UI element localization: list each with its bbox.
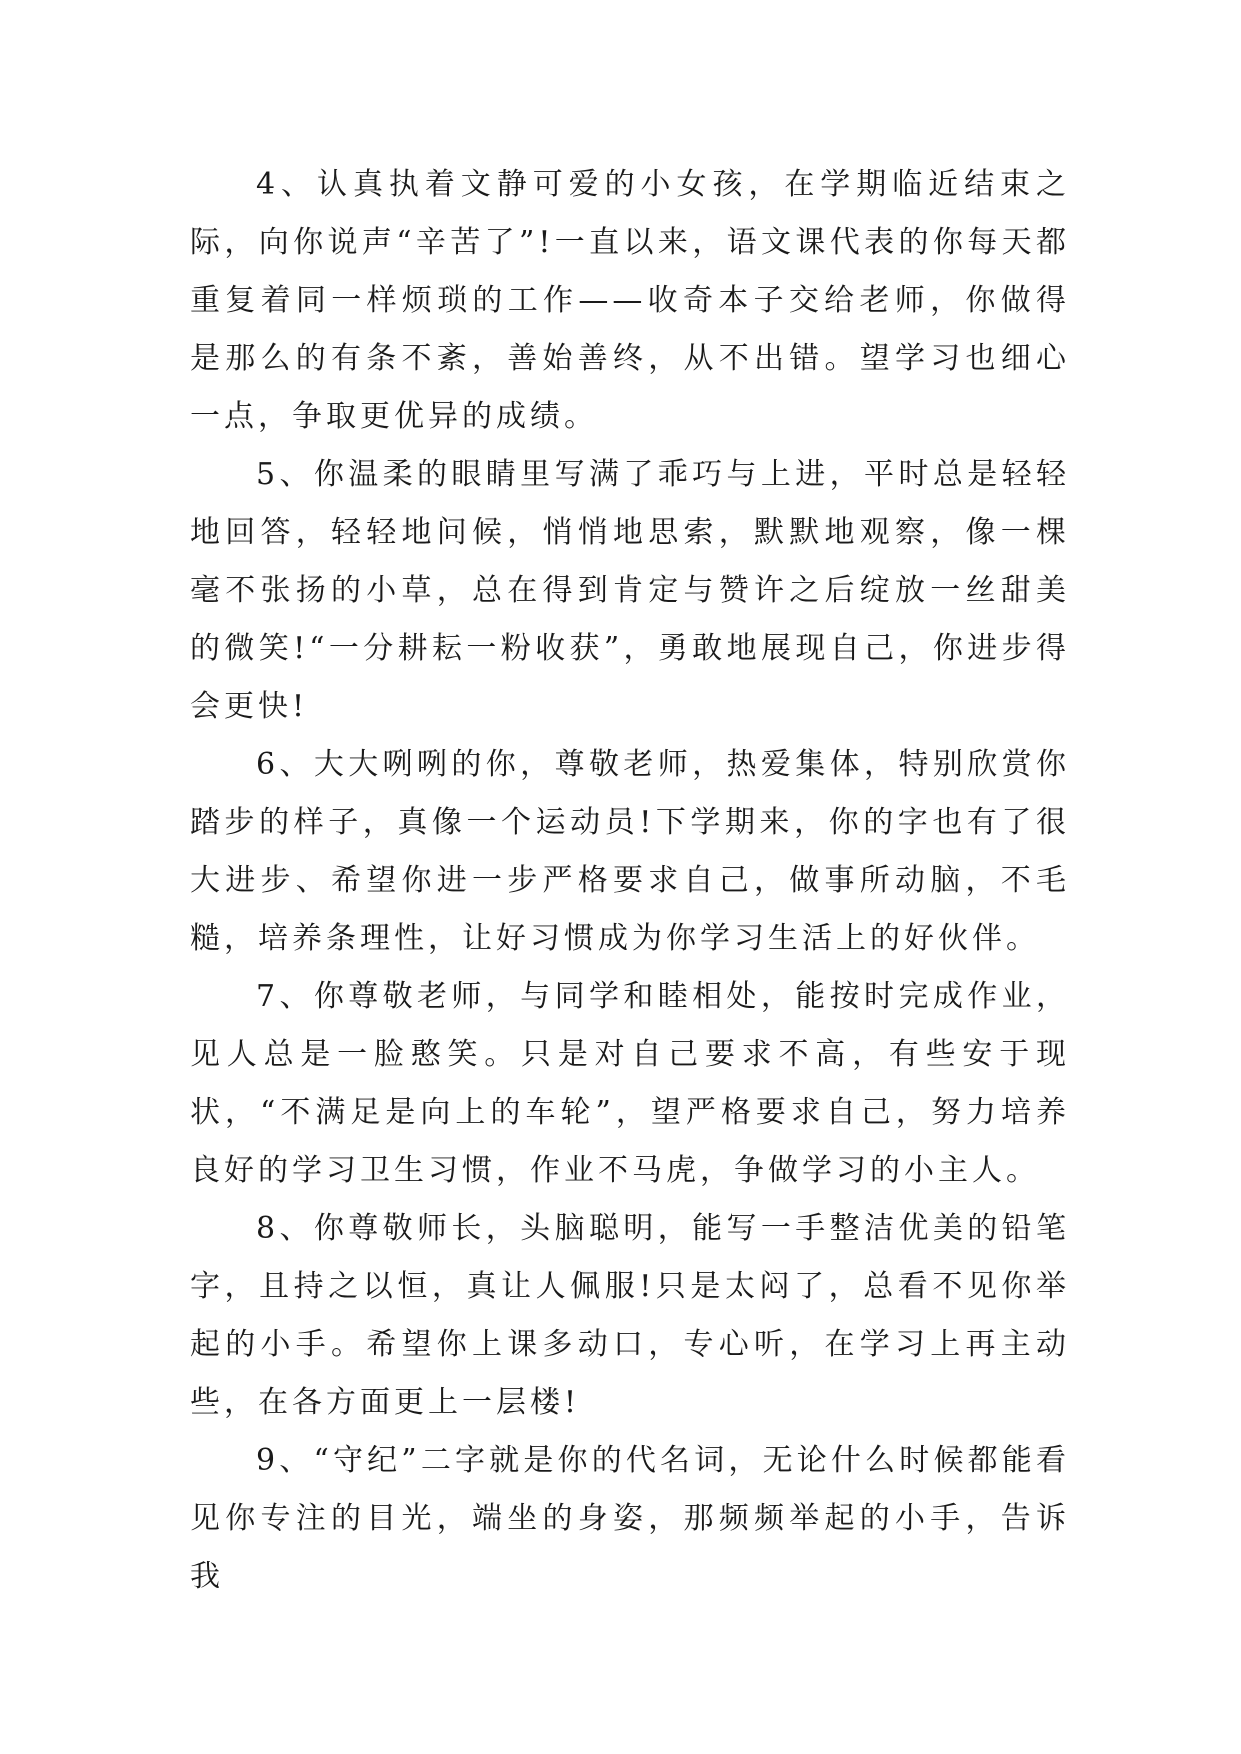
paragraph-8: 8、你尊敬师长，头脑聪明，能写一手整洁优美的铅笔字，且持之以恒，真让人佩服!只是太闷了，总看不见你举起的小手。希望你上课多动口，专心听，在学习上再主动些，在各方面更上一层楼!: [190, 1211, 1070, 1420]
paragraph-6: 6、大大咧咧的你，尊敬老师，热爱集体，特别欣赏你踏步的样子，真像一个运动员!下学期来，你的字也有了很大进步、希望你进一步严格要求自己，做事所动脑，不毛糙，培养条理性，让好习惯成为你学习生活上的好伙伴。: [190, 747, 1070, 956]
paragraph-5: 5、你温柔的眼睛里写满了乖巧与上进，平时总是轻轻地回答，轻轻地问候，悄悄地思索，默默地观察，像一棵毫不张扬的小草，总在得到肯定与赞许之后绽放一丝甜美的微笑!“一分耕耘一粉收获”，勇敢地展现自己，你进步得会更快!: [190, 457, 1070, 724]
paragraph-9: 9、“守纪”二字就是你的代名词，无论什么时候都能看见你专注的目光，端坐的身姿，那频频举起的小手，告诉我: [190, 1443, 1070, 1594]
paragraph-4: 4、认真执着文静可爱的小女孩，在学期临近结束之际，向你说声“辛苦了”!一直以来，语文课代表的你每天都重复着同一样烦琐的工作——收奇本子交给老师，你做得是那么的有条不紊，善始善终，从不出错。望学习也细心一点，争取更优异的成绩。: [190, 167, 1070, 434]
paragraph-7: 7、你尊敬老师，与同学和睦相处，能按时完成作业，见人总是一脸憨笑。只是对自己要求不高，有些安于现状，“不满足是向上的车轮”，望严格要求自己，努力培养良好的学习卫生习惯，作业不马虎，争做学习的小主人。: [190, 979, 1070, 1188]
document-body: [190, 156, 1070, 1606]
